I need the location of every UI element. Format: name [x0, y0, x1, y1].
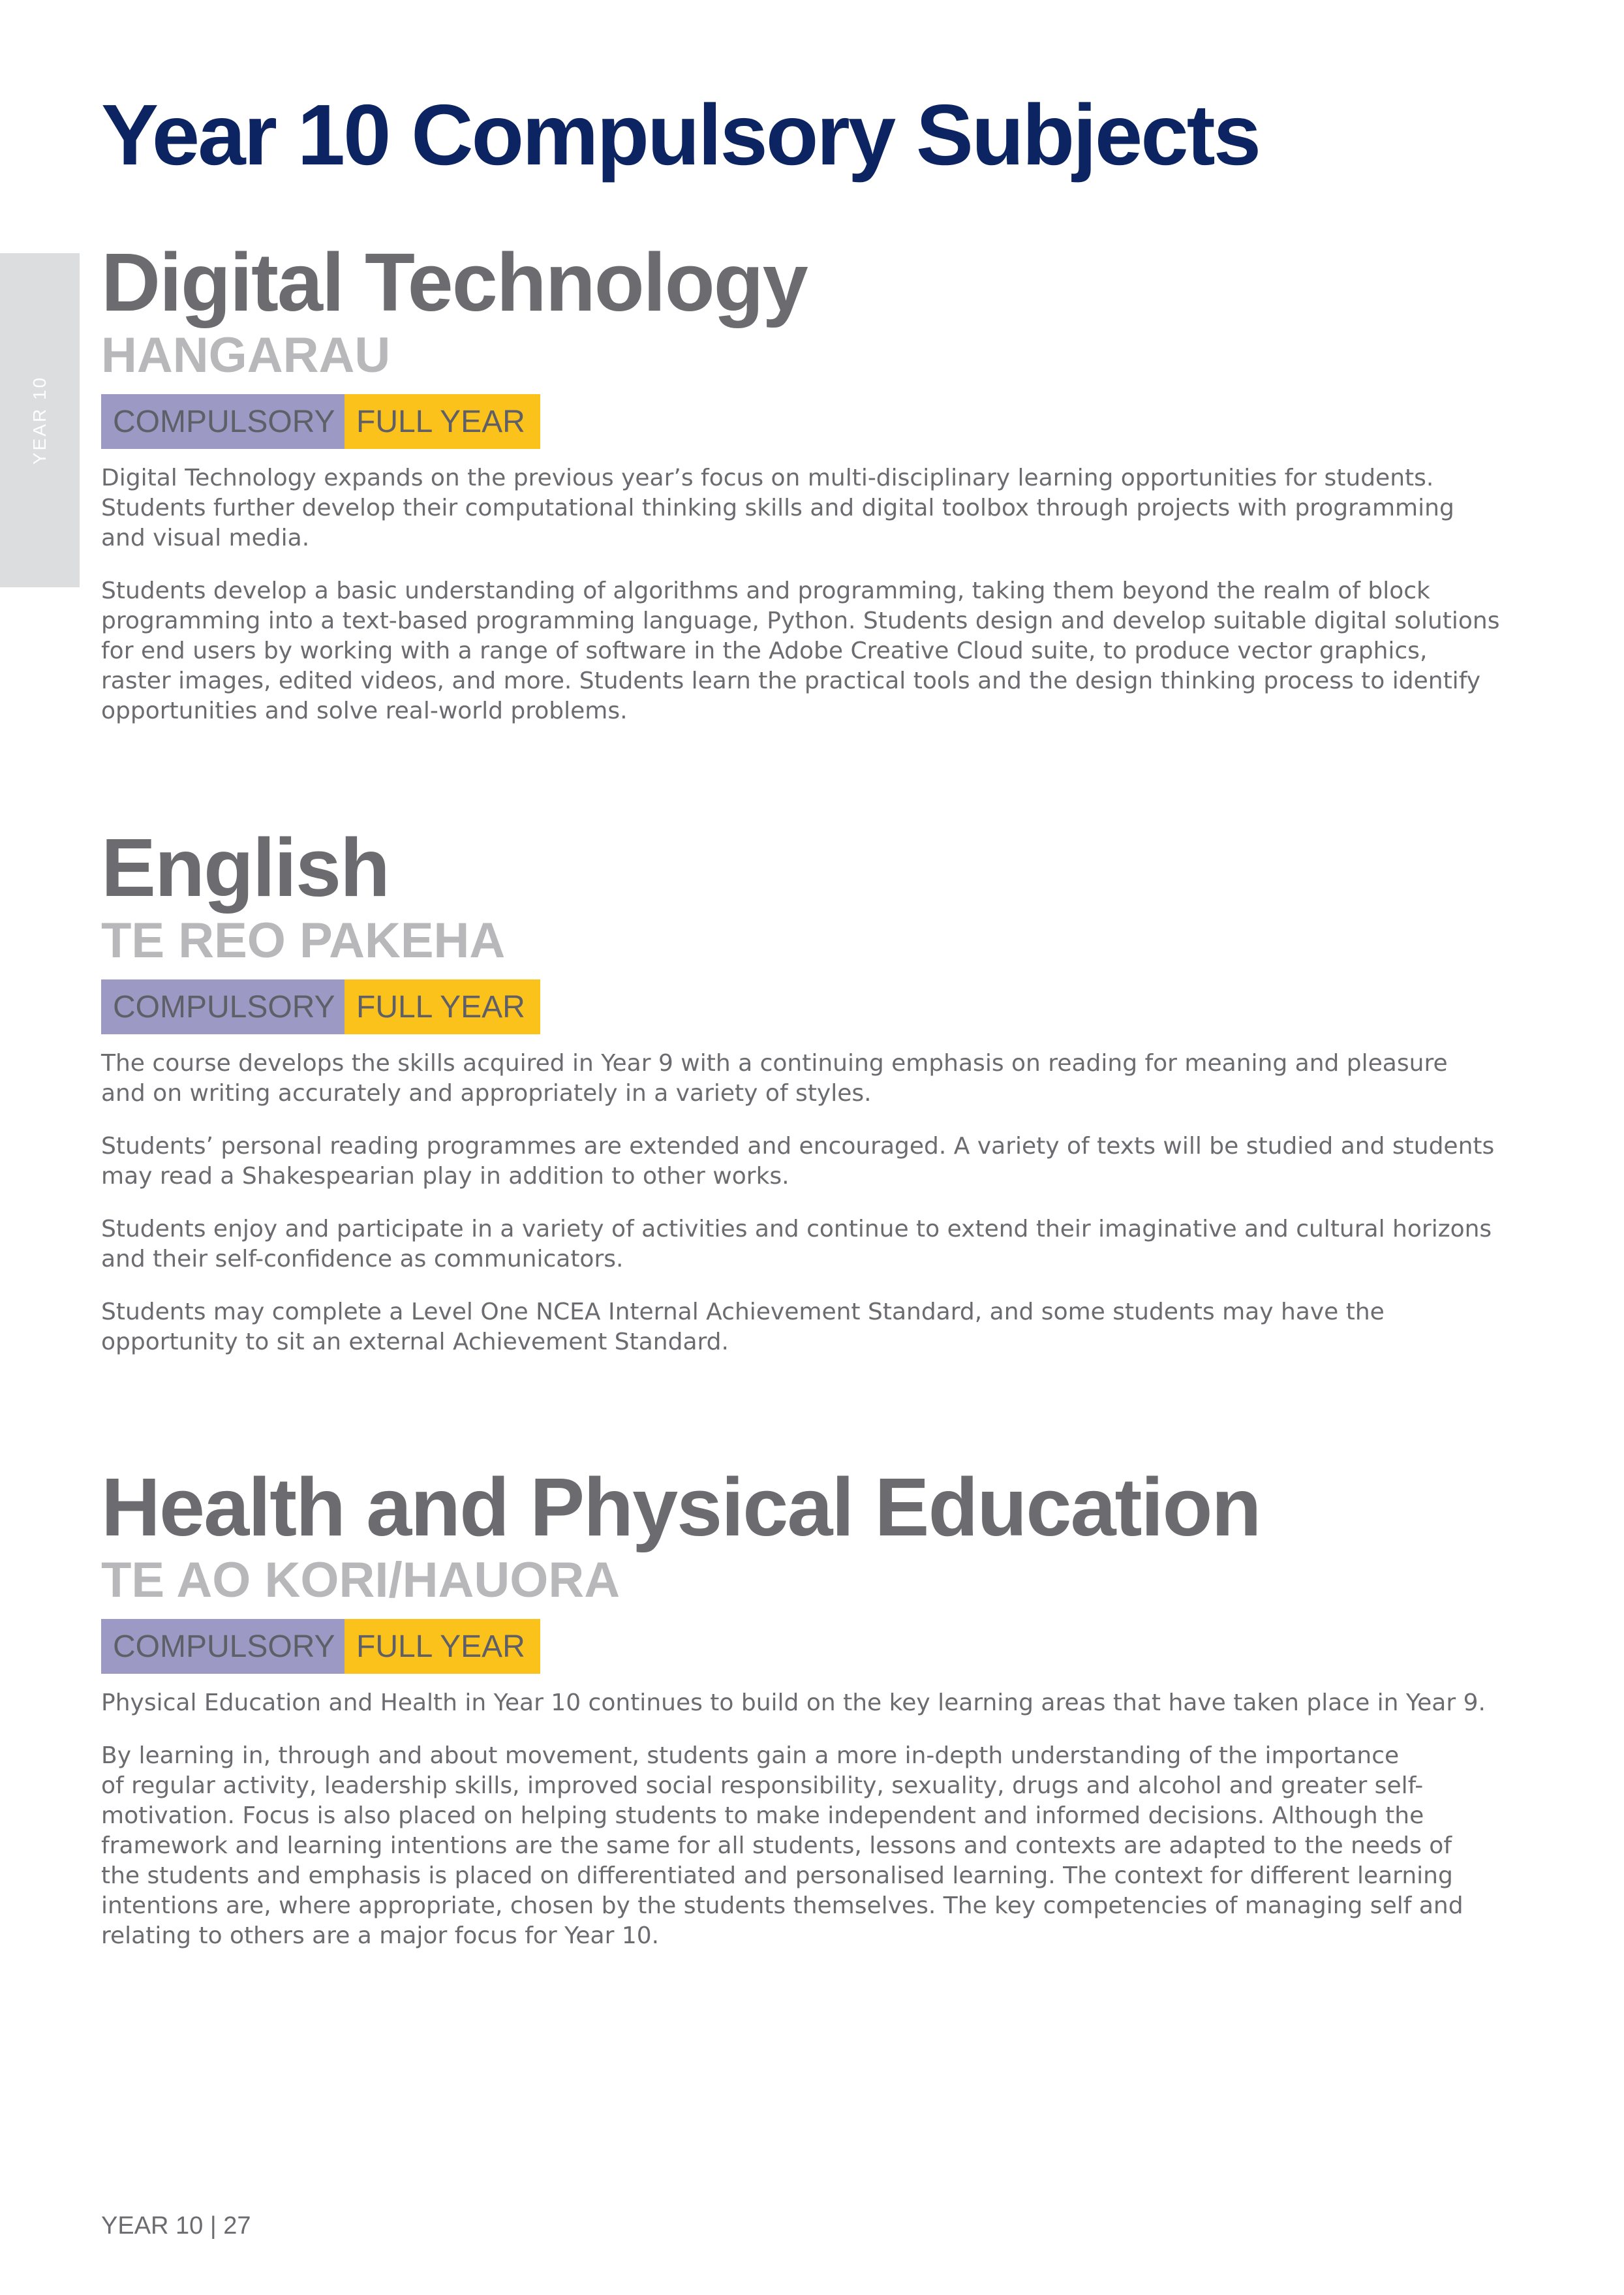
paragraph: The course develops the skills acquired in Year 9 with a continuing emphasis on reading for meaning and pleasure and on writing accurately and appropriately in a variety of styles. — [101, 1050, 1448, 1107]
badge-group — [101, 1619, 1537, 1674]
page-title: Year 10 Compulsory Subjects — [101, 87, 1260, 183]
section-health-physical-education — [101, 1461, 1537, 1974]
section-digital-technology — [101, 236, 1537, 749]
section-body — [101, 463, 1537, 726]
paragraph: Digital Technology expands on the previous year’s focus on multi-disciplinary learning opportunities for students. Students further develop their computational thinking skills and digital toolbox through projects with programming and visual media. — [101, 465, 1454, 551]
section-english — [101, 824, 1537, 1380]
paragraph: Students enjoy and participate in a variety of activities and continue to extend their imaginative and cultural horizons and their self-confidence as communicators. — [101, 1216, 1492, 1272]
badge-group — [101, 979, 1537, 1034]
full-year-badge: FULL YEAR — [345, 1619, 540, 1674]
badge-group — [101, 394, 1537, 449]
subject-title: Digital Technology — [101, 236, 807, 328]
paragraph: By learning in, through and about movement, students gain a more in-depth understanding of the importance of regular activity, leadership skills, improved social responsibility, sexuality, drugs and alcohol and greater self- motivation. Focus is also placed on helping students to make independent and informed decisions. Although the framework and learning intentions are the same for all students, lessons and contexts are adapted to the needs of the students and emphasis is placed on differentiated and personalised learning. The context for different learning intentions are, where appropriate, chosen by the students themselves. The key competencies of managing self and relating to others are a major focus for Year 10. — [101, 1742, 1463, 1949]
section-body — [101, 1049, 1537, 1357]
side-tab-label: YEAR 10 — [29, 375, 50, 465]
paragraph: Physical Education and Health in Year 10 continues to build on the key learning areas that have taken place in Year 9. — [101, 1689, 1486, 1716]
subject-maori-title: TE AO KORI/HAUORA — [101, 1552, 620, 1608]
subject-maori-title: TE REO PAKEHA — [101, 913, 506, 968]
compulsory-badge: COMPULSORY — [101, 1619, 345, 1674]
full-year-badge: FULL YEAR — [345, 394, 540, 449]
paragraph: Students’ personal reading programmes are extended and encouraged. A variety of texts will be studied and students may read a Shakespearian play in addition to other works. — [101, 1133, 1495, 1190]
paragraph: Students develop a basic understanding of algorithms and programming, taking them beyond the realm of block programming into a text-based programming language, Python. Students design and develop suitable digital solutions for end users by working with a range of software in the Adobe Creative Cloud suite, to produce vector graphics, raster images, edited videos, and more. Students learn the practical tools and the design thinking process to identify opportunities and solve real-world problems. — [101, 578, 1500, 724]
compulsory-badge: COMPULSORY — [101, 979, 345, 1034]
subject-title: Health and Physical Education — [101, 1461, 1261, 1553]
compulsory-badge: COMPULSORY — [101, 394, 345, 449]
paragraph: Students may complete a Level One NCEA Internal Achievement Standard, and some students may have the opportunity to sit an external Achievement Standard. — [101, 1299, 1385, 1355]
full-year-badge: FULL YEAR — [345, 979, 540, 1034]
subject-title: English — [101, 822, 390, 914]
page-footer: YEAR 10 | 27 — [101, 2212, 251, 2240]
subject-maori-title: HANGARAU — [101, 328, 391, 383]
section-body — [101, 1688, 1537, 1951]
